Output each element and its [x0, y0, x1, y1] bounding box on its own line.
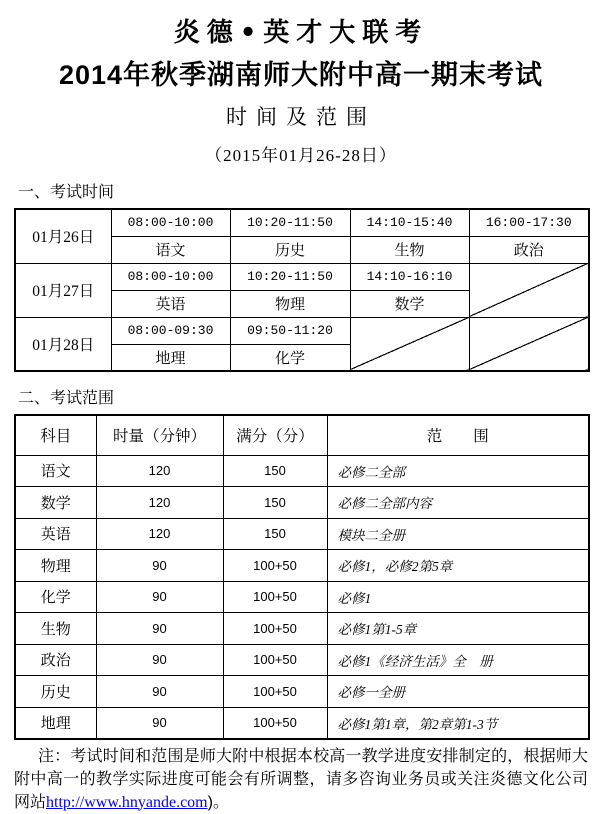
time-cell: 10:20-11:50 — [230, 263, 350, 290]
col-header-subject: 科目 — [15, 415, 96, 455]
col-header-full-score: 满分（分） — [223, 415, 327, 455]
table-row — [15, 455, 589, 487]
subject-cell: 数学 — [350, 290, 469, 317]
subject-cell: 语文 — [111, 236, 230, 263]
col-header-duration: 时量（分钟） — [96, 415, 223, 455]
subject-cell: 数学 — [15, 487, 96, 519]
score-cell: 100+50 — [223, 676, 327, 708]
time-cell: 08:00-10:00 — [111, 263, 230, 290]
subject-cell: 物理 — [230, 290, 350, 317]
note-text: 注：考试时间和范围是师大附中根据本校高一教学进度安排制定的，根据师大附中高一的教学实际进度可能会有所调整，请多咨询业务员或关注炎德文化公司网站 — [14, 747, 588, 811]
exam-scope-table — [14, 414, 590, 740]
subject-cell: 物理 — [15, 550, 96, 582]
duration-cell: 90 — [96, 581, 223, 613]
score-cell: 100+50 — [223, 581, 327, 613]
table-row — [15, 676, 589, 708]
range-cell: 必修二全部 — [327, 455, 589, 487]
subject-cell: 历史 — [230, 236, 350, 263]
empty-slash-cell — [350, 317, 469, 371]
col-header-range: 范 围 — [327, 415, 589, 455]
date-cell: 01月26日 — [15, 209, 111, 263]
table-row — [15, 613, 589, 645]
subject-cell: 地理 — [15, 707, 96, 739]
duration-cell: 90 — [96, 644, 223, 676]
range-cell: 必修1第1章，第2章第1-3节 — [327, 707, 589, 739]
range-cell: 必修二全部内容 — [327, 487, 589, 519]
score-cell: 150 — [223, 455, 327, 487]
table-row — [15, 581, 589, 613]
subject-cell: 语文 — [15, 455, 96, 487]
subject-cell: 生物 — [350, 236, 469, 263]
score-cell: 100+50 — [223, 707, 327, 739]
table-header-row — [15, 415, 589, 455]
duration-cell: 90 — [96, 707, 223, 739]
duration-cell: 90 — [96, 676, 223, 708]
date-range: （2015年01月26-28日） — [205, 146, 397, 165]
table-row — [15, 550, 589, 582]
table-row — [15, 263, 589, 290]
exam-schedule-table — [14, 208, 590, 372]
table-row — [15, 209, 589, 236]
duration-cell: 90 — [96, 550, 223, 582]
subject-cell: 英语 — [15, 518, 96, 550]
subject-cell: 地理 — [111, 344, 230, 371]
range-cell: 必修1 — [327, 581, 589, 613]
duration-cell: 120 — [96, 487, 223, 519]
table-row — [15, 487, 589, 519]
subject-cell: 政治 — [469, 236, 589, 263]
subtitle: 时间及范围 — [226, 105, 376, 129]
time-cell: 14:10-16:10 — [350, 263, 469, 290]
subject-cell: 化学 — [15, 581, 96, 613]
time-cell: 09:50-11:20 — [230, 317, 350, 344]
website-link[interactable]: http://www.hnyande.com — [46, 793, 208, 811]
score-cell: 100+50 — [223, 644, 327, 676]
date-cell: 01月28日 — [15, 317, 111, 371]
duration-cell: 90 — [96, 613, 223, 645]
duration-cell: 120 — [96, 455, 223, 487]
subject-cell: 政治 — [15, 644, 96, 676]
time-cell: 14:10-15:40 — [350, 209, 469, 236]
score-cell: 100+50 — [223, 613, 327, 645]
subject-cell: 生物 — [15, 613, 96, 645]
section-heading-exam-time: 一、考试时间 — [18, 184, 115, 201]
time-cell: 10:20-11:50 — [230, 209, 350, 236]
subject-cell: 历史 — [15, 676, 96, 708]
table-row — [15, 644, 589, 676]
time-cell: 16:00-17:30 — [469, 209, 589, 236]
score-cell: 100+50 — [223, 550, 327, 582]
duration-cell: 120 — [96, 518, 223, 550]
range-cell: 必修1第1-5章 — [327, 613, 589, 645]
section-heading-exam-scope: 二、考试范围 — [18, 390, 115, 407]
range-cell: 必修1，必修2第5章 — [327, 550, 589, 582]
footer-note — [14, 745, 588, 814]
table-row — [15, 707, 589, 739]
page-title: 2014年秋季湖南师大附中高一期末考试 — [58, 60, 544, 90]
subject-cell: 英语 — [111, 290, 230, 317]
subject-cell: 化学 — [230, 344, 350, 371]
range-cell: 必修一全册 — [327, 676, 589, 708]
table-row — [15, 317, 589, 344]
date-cell: 01月27日 — [15, 263, 111, 317]
time-cell: 08:00-10:00 — [111, 209, 230, 236]
range-cell: 模块二全册 — [327, 518, 589, 550]
empty-slash-cell — [469, 263, 589, 317]
brand-line: 炎德•英才大联考 — [173, 18, 429, 48]
note-suffix: )。 — [207, 793, 229, 811]
table-row — [15, 518, 589, 550]
document-header — [14, 12, 588, 166]
time-cell: 08:00-09:30 — [111, 317, 230, 344]
score-cell: 150 — [223, 487, 327, 519]
range-cell: 必修1《经济生活》全 册 — [327, 644, 589, 676]
score-cell: 150 — [223, 518, 327, 550]
empty-slash-cell — [469, 317, 589, 371]
